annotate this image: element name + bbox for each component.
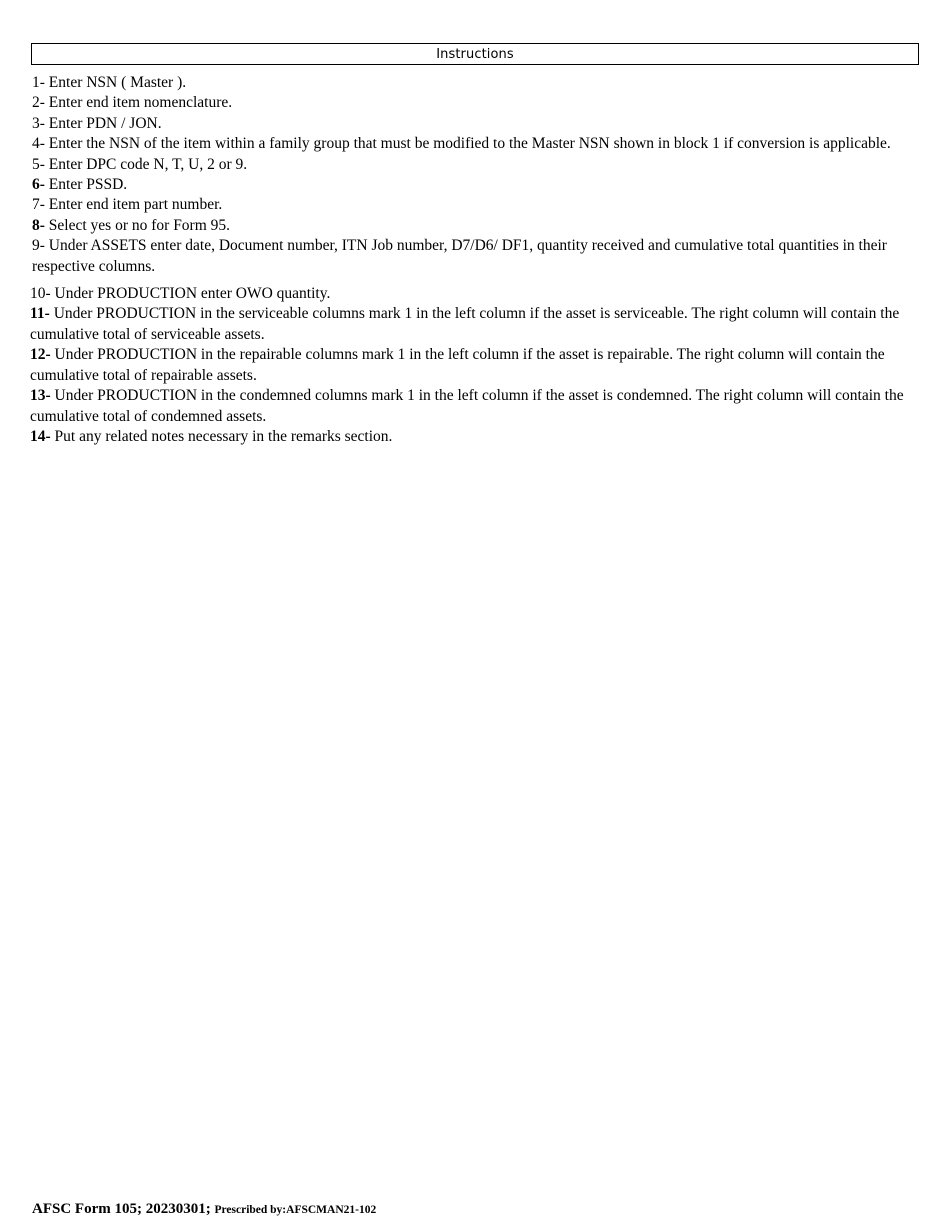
instructions-title: Instructions [436,46,514,62]
instruction-item [32,236,920,277]
instruction-number: 2- [32,94,45,112]
instruction-text: Enter PSSD. [48,176,128,194]
instruction-number: 11- [30,305,50,323]
instruction-item [32,114,920,134]
instruction-text: Enter the NSN of the item within a family group that must be modified to the Master NSN shown in block 1 if conversion is applicable. [48,135,891,153]
instruction-item [32,134,920,154]
instruction-text: Enter NSN ( Master ). [48,74,187,91]
instruction-text: Enter end item part number. [48,196,223,214]
form-id: AFSC Form 105; 20230301; [32,1201,211,1217]
instruction-text: Under ASSETS enter date, Document number, ITN Job number, D7/D6/ DF1, quantity received and cumulative total quantities in their respective columns. [32,237,887,275]
instruction-number: 3- [32,114,45,132]
instruction-text: Enter PDN / JON. [48,114,162,132]
instruction-item [32,93,920,113]
instruction-item [30,386,922,427]
instruction-item [32,195,920,215]
instruction-text: Under PRODUCTION in the repairable columns mark 1 in the left column if the asset is repairable. The right column will contain the cumulative total of repairable assets. [30,346,885,384]
instruction-number: 12- [30,346,51,364]
instruction-item [32,175,920,195]
instruction-number: 7- [32,196,45,214]
instructions-list [0,73,950,447]
instructions-header [31,43,919,65]
instruction-text: Enter end item nomenclature. [48,94,233,112]
prescribed-by: Prescribed by:AFSCMAN21-102 [214,1204,377,1216]
instruction-text: Select yes or no for Form 95. [48,216,231,234]
instruction-number: 10- [30,285,51,303]
instruction-number: 1- [32,74,45,91]
instruction-text: Under PRODUCTION enter OWO quantity. [54,285,331,303]
instruction-item [32,73,920,93]
instruction-number: 9- [32,237,45,255]
instruction-number: 13- [30,387,51,405]
instruction-text: Put any related notes necessary in the remarks section. [54,427,393,445]
instruction-item [30,427,922,447]
instruction-item [32,216,920,236]
instruction-item [30,304,922,345]
instruction-number: 4- [32,135,45,153]
instruction-number: 6- [32,176,45,194]
instruction-number: 8- [32,216,45,234]
form-footer [32,1201,376,1218]
instruction-number: 14- [30,427,51,445]
instruction-item [32,155,920,175]
instruction-text: Enter DPC code N, T, U, 2 or 9. [48,155,248,173]
instruction-text: Under PRODUCTION in the serviceable columns mark 1 in the left column if the asset is serviceable. The right column will contain the cumulative total of serviceable assets. [30,305,900,343]
instruction-text: Under PRODUCTION in the condemned columns mark 1 in the left column if the asset is condemned. The right column will contain the cumulative total of condemned assets. [30,387,904,425]
instruction-number: 5- [32,155,45,173]
instruction-item [30,284,922,304]
instruction-item [30,345,922,386]
